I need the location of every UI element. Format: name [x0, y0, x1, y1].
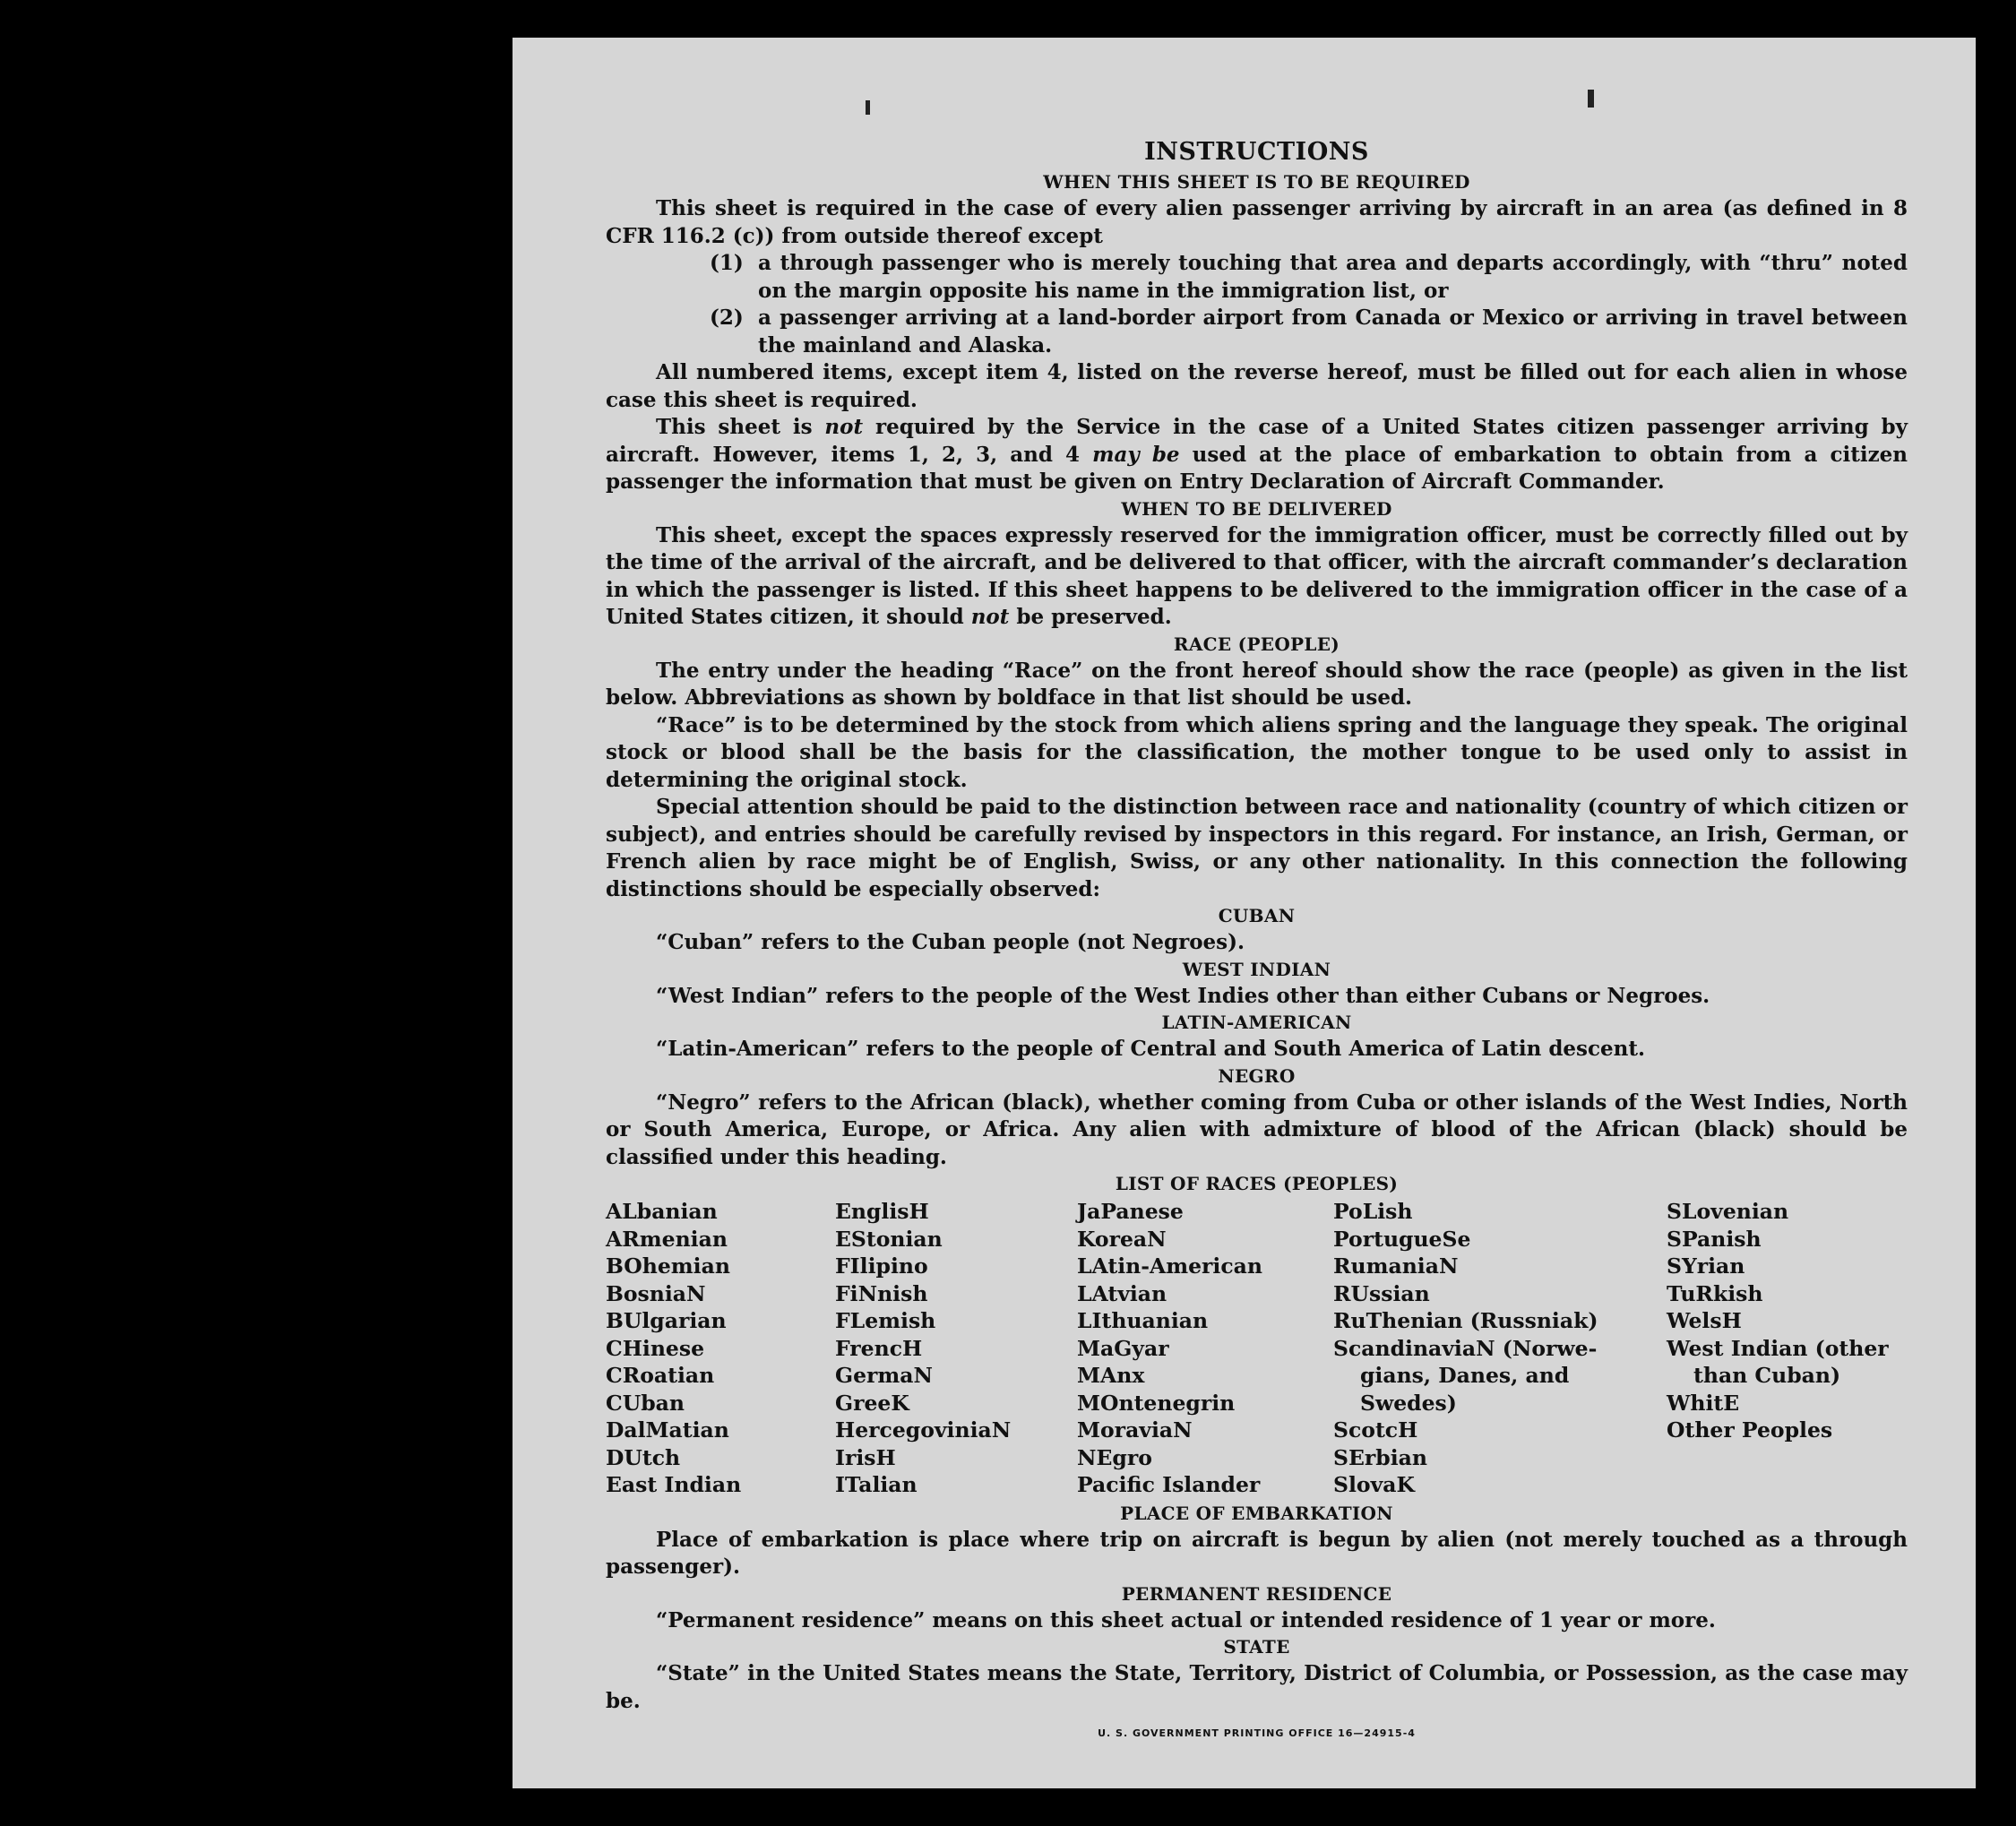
section-heading-state: STATE: [1223, 1636, 1290, 1658]
section-heading-required: WHEN THIS SHEET IS TO BE REQUIRED: [1043, 171, 1470, 193]
race-entry: ScandinaviaN (Norwe-: [1333, 1335, 1598, 1361]
race-entry: East Indian: [606, 1472, 742, 1497]
item-number: (1): [710, 251, 744, 275]
paragraph: All numbered items, except item 4, listed on the reverse hereof, must be filled out for each alien in whose case this sheet is required.: [606, 360, 1908, 412]
race-entry: West Indian (other: [1667, 1335, 1889, 1361]
section-heading-race: RACE (PEOPLE): [1173, 633, 1340, 655]
race-entry: HercegoviniaN: [835, 1417, 1012, 1443]
paragraph: “State” in the United States means the State, Territory, District of Columbia, or Possession, as the case may be.: [606, 1661, 1908, 1713]
race-entry: MaGyar: [1077, 1335, 1169, 1361]
races-column: [1667, 1198, 1900, 1499]
paragraph: “Negro” refers to the African (black), whether coming from Cuba or other islands of the West Indies, North or South America, Europe, or Africa. Any alien with admixture of blood of the African (black) should be classified under this heading.: [606, 1090, 1908, 1169]
race-entry: BOhemian: [606, 1253, 730, 1279]
race-entry: LIthuanian: [1077, 1308, 1209, 1333]
paragraph: This sheet is required in the case of every alien passenger arriving by aircraft in an area (as defined in 8 CFR 116.2 (c)) from outside thereof except: [606, 196, 1908, 248]
paragraph: Special attention should be paid to the distinction between race and nationality (country of which citizen or subject), and entries should be carefully revised by inspectors in this regard. For instance, an Irish, German, or French alien by race might be of English, Swiss, or any other nationality. In this connection the following distinctions should be especially observed:: [606, 795, 1908, 901]
list-item: [710, 305, 1908, 359]
race-entry: WhitE: [1667, 1390, 1740, 1416]
race-entry: ITalian: [835, 1472, 918, 1497]
race-entry: BosniaN: [606, 1280, 706, 1306]
item-number: (2): [710, 306, 744, 330]
race-entry: than Cuban): [1693, 1363, 1841, 1388]
race-entry: FLemish: [835, 1308, 936, 1333]
scan-mark: [1588, 90, 1594, 108]
text-run: required by the Service in the case of a United States citizen passenger arriving by aircraft. However, items 1, 2, 3, and 4: [606, 415, 1908, 467]
races-column: [835, 1198, 1077, 1499]
race-entry: IrisH: [835, 1444, 896, 1470]
race-entry: CUban: [606, 1390, 685, 1416]
race-entry: ARmenian: [606, 1226, 728, 1252]
text-run: This sheet, except the spaces expressly reserved for the immigration officer, must be correctly filled out by the time of the arrival of the aircraft, and be delivered to that officer, with the aircraft commander’s declaration in which the passenger is listed. If this sheet happens to be delivered to the immigration officer in the case of a United States citizen, it should: [606, 522, 1908, 629]
race-entry: GreeK: [835, 1390, 909, 1416]
race-entry: SlovaK: [1333, 1472, 1415, 1497]
scan-mark: [866, 100, 870, 115]
race-entry: PoLish: [1333, 1199, 1413, 1224]
document-page: [513, 38, 1976, 1788]
race-entry: FiNnish: [835, 1280, 928, 1306]
race-entry: FrencH: [835, 1335, 923, 1361]
race-entry: CRoatian: [606, 1363, 715, 1388]
race-entry: FIlipino: [835, 1253, 928, 1279]
race-entry: BUlgarian: [606, 1308, 727, 1333]
race-entry: TuRkish: [1667, 1280, 1763, 1306]
race-entry: JaPanese: [1077, 1199, 1184, 1224]
race-entry: DalMatian: [606, 1417, 729, 1443]
race-entry: RumaniaN: [1333, 1253, 1459, 1279]
paragraph: “Latin-American” refers to the people of Central and South America of Latin descent.: [656, 1037, 1645, 1061]
race-entry: LAtin-American: [1077, 1253, 1262, 1279]
list-item: [710, 250, 1908, 305]
race-entry: SYrian: [1667, 1253, 1745, 1279]
race-entry: Pacific Islander: [1077, 1472, 1261, 1497]
race-entry: GermaN: [835, 1363, 933, 1388]
race-entry: PortugueSe: [1333, 1226, 1471, 1252]
section-heading-latin-american: LATIN-AMERICAN: [1161, 1012, 1352, 1033]
race-entry: DUtch: [606, 1444, 681, 1470]
paragraph: [606, 414, 1908, 496]
section-heading-delivered: WHEN TO BE DELIVERED: [1121, 497, 1392, 520]
paragraph: “Permanent residence” means on this sheet actual or intended residence of 1 year or more.: [656, 1607, 1716, 1632]
race-entry: Other Peoples: [1667, 1417, 1833, 1443]
section-heading-west-indian: WEST INDIAN: [1182, 958, 1331, 980]
race-entry: ALbanian: [606, 1199, 718, 1224]
section-heading-list-of-races: LIST OF RACES (PEOPLES): [1115, 1173, 1399, 1194]
race-entry: LAtvian: [1077, 1280, 1167, 1306]
paragraph: “Race” is to be determined by the stock from which aliens spring and the language they speak. The original stock or blood shall be the basis for the classification, the mother tongue to be used only to assist in determining the original stock.: [606, 712, 1908, 792]
text-run: be preserved.: [1009, 605, 1172, 629]
races-column: [1333, 1198, 1667, 1499]
section-heading-embarkation: PLACE OF EMBARKATION: [1120, 1502, 1393, 1524]
race-entry: SLovenian: [1667, 1199, 1789, 1224]
section-heading-negro: NEGRO: [1218, 1064, 1296, 1087]
paragraph: “West Indian” refers to the people of the West Indies other than either Cubans or Negroes.: [656, 983, 1710, 1008]
race-entry: MAnx: [1077, 1363, 1145, 1388]
races-column: [1077, 1198, 1333, 1499]
race-entry: MOntenegrin: [1077, 1390, 1236, 1416]
race-entry: KoreaN: [1077, 1226, 1167, 1252]
text-run: This sheet is: [656, 415, 825, 439]
race-entry: EnglisH: [835, 1199, 929, 1224]
paragraph: Place of embarkation is place where trip on aircraft is begun by alien (not merely touched as a through passenger).: [606, 1527, 1908, 1579]
race-entry: SErbian: [1333, 1444, 1427, 1470]
item-text: a passenger arriving at a land-border airport from Canada or Mexico or arriving in travel between the mainland and Alaska.: [758, 306, 1908, 357]
race-entry: NEgro: [1077, 1444, 1152, 1470]
section-heading-residence: PERMANENT RESIDENCE: [1121, 1582, 1392, 1605]
item-text: a through passenger who is merely touching that area and departs accordingly, with “thru” noted on the margin opposite his name in the immigration list, or: [758, 251, 1908, 303]
race-entry: EStonian: [835, 1226, 943, 1252]
printer-imprint: U. S. GOVERNMENT PRINTING OFFICE 16—24915-4: [1098, 1727, 1416, 1739]
race-entry: Swedes): [1360, 1390, 1457, 1416]
races-list: [606, 1198, 1908, 1499]
race-entry: WelsH: [1667, 1308, 1742, 1333]
race-entry: ScotcH: [1333, 1417, 1418, 1443]
race-entry: MoraviaN: [1077, 1417, 1193, 1443]
race-entry: RuThenian (Russniak): [1333, 1308, 1598, 1333]
paragraph: The entry under the heading “Race” on the front hereof should show the race (people) as given in the list below. Abbreviations as shown by boldface in that list should be used.: [606, 658, 1908, 710]
text-run: used at the place of embarkation to obtain from a citizen passenger the information that must be given on Entry Declaration of Aircraft Commander.: [606, 442, 1908, 494]
section-heading-cuban: CUBAN: [1218, 905, 1296, 926]
paragraph: [606, 522, 1908, 632]
race-entry: SPanish: [1667, 1226, 1762, 1252]
paragraph: “Cuban” refers to the Cuban people (not Negroes).: [656, 930, 1245, 954]
text-run-italic: not: [970, 605, 1010, 629]
race-entry: gians, Danes, and: [1360, 1363, 1570, 1388]
text-run-italic: may be: [1092, 442, 1180, 467]
page-title: INSTRUCTIONS: [1144, 138, 1369, 166]
race-entry: RUssian: [1333, 1280, 1430, 1306]
race-entry: CHinese: [606, 1335, 705, 1361]
text-run-italic: not: [824, 415, 864, 439]
races-column: [606, 1198, 835, 1499]
